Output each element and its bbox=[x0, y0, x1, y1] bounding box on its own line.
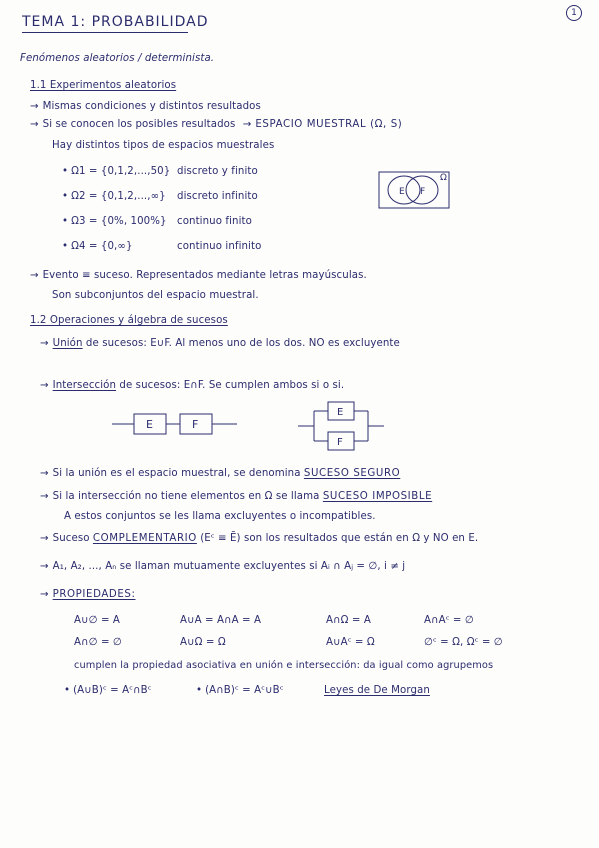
line-complementario: → Suceso COMPLEMENTARIO (Eᶜ ≡ Ē) son los resultados que están en Ω y NO en E. bbox=[40, 533, 479, 544]
property-2-1: A∩∅ = ∅ bbox=[74, 637, 122, 648]
set-e-label: E bbox=[399, 187, 405, 197]
arrow-icon: → bbox=[30, 119, 39, 130]
section-1-2-heading: 1.2 Operaciones y álgebra de sucesos bbox=[30, 315, 228, 326]
property-1-3: A∩Ω = A bbox=[326, 615, 371, 626]
morgan-law-2: • (A∩B)ᶜ = Aᶜ∪Bᶜ bbox=[196, 685, 284, 696]
arrow-icon: → bbox=[242, 119, 252, 130]
arrow-icon: → bbox=[40, 491, 49, 502]
line-interseccion: → Intersección de sucesos: E∩F. Se cumplen ambos si o si. bbox=[40, 380, 345, 391]
space-item-2: • Ω2 = {0,1,2,...,∞} discreto infinito bbox=[62, 191, 258, 202]
set-f-label: F bbox=[420, 187, 426, 197]
arrow-icon: → bbox=[30, 101, 39, 112]
property-1-2: A∪A = A∩A = A bbox=[180, 615, 262, 626]
universe-label: Ω bbox=[440, 173, 447, 183]
line-tipos-espacios: Hay distintos tipos de espacios muestrales bbox=[52, 140, 275, 151]
property-2-4: ∅ᶜ = Ω, Ωᶜ = ∅ bbox=[424, 637, 503, 648]
arrow-icon: → bbox=[30, 270, 39, 281]
line-propiedades: → PROPIEDADES: bbox=[40, 589, 136, 600]
line-suceso-imposible: → Si la intersección no tiene elementos en Ω se llama SUCESO IMPOSIBLE bbox=[40, 491, 433, 502]
parallel-circuit-diagram bbox=[298, 398, 388, 454]
page-title: TEMA 1: PROBABILIDAD bbox=[22, 14, 209, 30]
section-1-1-heading: 1.1 Experimentos aleatorios bbox=[30, 80, 177, 91]
arrow-icon: → bbox=[40, 533, 49, 544]
arrow-icon: → bbox=[40, 561, 49, 572]
venn-diagram bbox=[378, 168, 460, 210]
series-circuit-diagram bbox=[112, 410, 252, 438]
property-1-1: A∪∅ = A bbox=[74, 615, 120, 626]
line-excluyentes: A estos conjuntos se les llama excluyentes o incompatibles. bbox=[64, 511, 376, 522]
arrow-icon: → bbox=[40, 380, 49, 391]
line-mutuamente-excluyentes: → A₁, A₂, ..., Aₙ se llaman mutuamente excluyentes si Aᵢ ∩ Aⱼ = ∅, i ≠ j bbox=[40, 561, 406, 572]
circuit-box-f-label: F bbox=[192, 418, 199, 431]
parallel-box-e-label: E bbox=[337, 407, 344, 418]
property-1-4: A∩Aᶜ = ∅ bbox=[424, 615, 474, 626]
property-2-2: A∪Ω = Ω bbox=[180, 637, 226, 648]
line-suceso-seguro: → Si la unión es el espacio muestral, se denomina SUCESO SEGURO bbox=[40, 468, 401, 479]
line-posibles-resultados: → Si se conocen los posibles resultados → ESPACIO MUESTRAL (Ω, S) bbox=[30, 119, 403, 130]
title-underline bbox=[22, 32, 188, 33]
space-item-3: • Ω3 = {0%, 100%} continuo finito bbox=[62, 216, 252, 227]
space-item-4: • Ω4 = {0,∞} continuo infinito bbox=[62, 241, 262, 252]
line-union: → Unión de sucesos: E∪F. Al menos uno de los dos. NO es excluyente bbox=[40, 338, 400, 349]
property-2-3: A∪Aᶜ = Ω bbox=[326, 637, 375, 648]
morgan-law-1: • (A∪B)ᶜ = Aᶜ∩Bᶜ bbox=[64, 685, 152, 696]
line-evento-suceso: → Evento ≡ suceso. Representados mediante letras mayúsculas. bbox=[30, 270, 367, 281]
line-asociativa: cumplen la propiedad asociativa en unión e intersección: da igual como agrupemos bbox=[74, 660, 494, 671]
arrow-icon: → bbox=[40, 468, 49, 479]
circuit-box-e-label: E bbox=[146, 418, 153, 431]
intro-line: Fenómenos aleatorios / determinista. bbox=[20, 53, 215, 64]
morgan-laws-label: Leyes de De Morgan bbox=[324, 685, 430, 696]
arrow-icon: → bbox=[40, 589, 49, 600]
space-item-1: • Ω1 = {0,1,2,...,50} discreto y finito bbox=[62, 166, 258, 177]
arrow-icon: → bbox=[40, 338, 49, 349]
line-subconjuntos: Son subconjuntos del espacio muestral. bbox=[52, 290, 259, 301]
parallel-box-f-label: F bbox=[337, 437, 343, 448]
line-mismas-condiciones: → Mismas condiciones y distintos resultados bbox=[30, 101, 261, 112]
page-number: 1 bbox=[566, 5, 582, 21]
